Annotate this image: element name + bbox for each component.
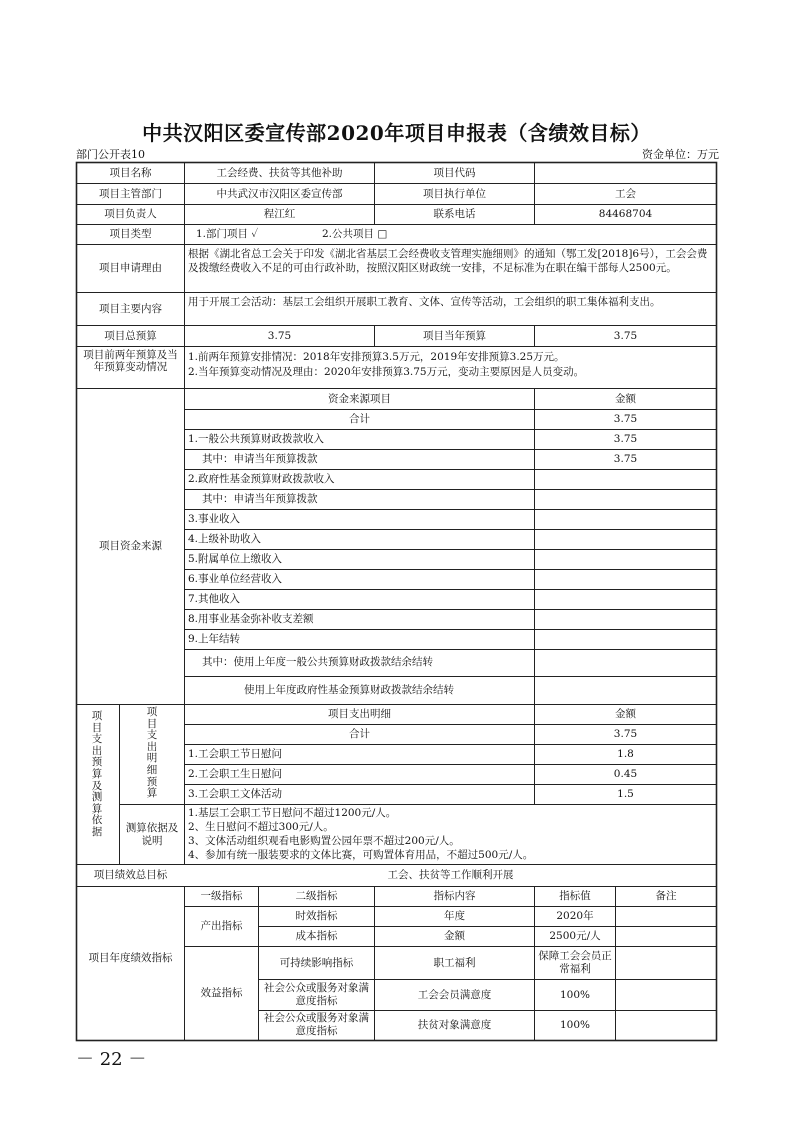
indicator-content: 职工福利 xyxy=(433,957,476,969)
expense-row-amount: 1.5 xyxy=(617,788,634,800)
indicator-level2: 时效指标 xyxy=(295,910,338,922)
funding-row-item: 4.上级补助收入 xyxy=(188,533,262,545)
expense-row-amount: 0.45 xyxy=(613,768,638,780)
header-level1: 一级指标 xyxy=(200,890,243,902)
current-budget-label: 项目当年预算 xyxy=(423,330,486,342)
indicator-content: 年度 xyxy=(444,910,465,922)
history-line-2: 2.当年预算变动情况及理由：2020年安排预算3.75万元，变动主要原因是人员变动。 xyxy=(188,366,585,378)
funding-row-amount: 3.75 xyxy=(613,413,638,425)
funding-row-item: 其中：使用上年度一般公共预算财政拨款结余结转 xyxy=(202,656,433,668)
indicator-value: 2500元/人 xyxy=(549,930,601,942)
type-option-public: 2.公共项目 □ xyxy=(322,228,388,240)
total-budget-label: 项目总预算 xyxy=(104,330,157,342)
basis-label: 测算依据及说明 xyxy=(125,822,179,847)
total-budget-value: 3.75 xyxy=(267,330,292,342)
project-name-value: 工会经费、扶贫等其他补助 xyxy=(216,167,343,179)
funding-row-item: 使用上年度政府性基金预算财政拨款结余结转 xyxy=(244,684,454,696)
form-number: 部门公开表10 xyxy=(76,148,145,161)
expense-row-amount: 3.75 xyxy=(613,728,638,740)
funding-col-item: 资金来源项目 xyxy=(328,393,391,405)
reason-label: 项目申请理由 xyxy=(99,262,162,274)
funding-row-amount: 3.75 xyxy=(613,453,638,465)
page-number: － 22 － xyxy=(76,1049,147,1070)
indicator-content: 金额 xyxy=(444,930,465,942)
expense-row-amount: 1.8 xyxy=(617,748,634,760)
funding-row-item: 6.事业单位经营收入 xyxy=(188,573,283,585)
goal-value: 工会、扶贫等工作顺利开展 xyxy=(387,869,514,881)
indicator-content: 工会会员满意度 xyxy=(417,989,492,1001)
expense-row-item: 3.工会职工文体活动 xyxy=(188,788,283,800)
exec-unit-value: 工会 xyxy=(615,188,636,200)
phone-value: 84468704 xyxy=(598,208,653,220)
funding-row-item: 5.附属单位上缴收入 xyxy=(188,553,283,565)
indicator-level2: 成本指标 xyxy=(295,930,338,942)
expense-row-item: 1.工会职工节日慰问 xyxy=(188,748,283,760)
type-option-dept: 1.部门项目 ✓ xyxy=(196,228,259,240)
leader-value: 程江红 xyxy=(263,208,296,220)
indicator-value: 100% xyxy=(559,1019,591,1031)
funding-row-item: 9.上年结转 xyxy=(188,633,241,645)
basis-line-4: 4、参加有统一服装要求的文体比赛，可购置体育用品，不超过500元/人。 xyxy=(188,849,534,861)
header-content: 指标内容 xyxy=(433,890,476,902)
indicator-value: 保障工会会员正常福利 xyxy=(538,950,612,975)
funding-row-item: 其中：申请当年预算拨款 xyxy=(202,493,318,505)
dept-label: 项目主管部门 xyxy=(99,188,162,200)
exec-unit-label: 项目执行单位 xyxy=(423,188,486,200)
funding-row-amount: 3.75 xyxy=(613,433,638,445)
current-budget-value: 3.75 xyxy=(613,330,638,342)
funding-label: 项目资金来源 xyxy=(99,540,162,552)
project-name-label: 项目名称 xyxy=(109,167,152,179)
basis-line-3: 3、文体活动组织观看电影购置公园年票不超过200元/人。 xyxy=(188,835,460,847)
indicator-content: 扶贫对象满意度 xyxy=(417,1019,492,1031)
benefit-indicator-label: 效益指标 xyxy=(200,987,243,999)
basis-line-1: 1.基层工会职工节日慰问不超过1200元/人。 xyxy=(188,807,397,819)
funding-row-item: 1.一般公共预算财政拨款收入 xyxy=(188,433,325,445)
project-code-label: 项目代码 xyxy=(433,167,476,179)
indicator-level2: 社会公众或服务对象满意度指标 xyxy=(264,1012,369,1037)
goal-label: 项目绩效总目标 xyxy=(93,869,168,881)
unit-label: 资金单位：万元 xyxy=(642,148,719,161)
reason-value: 根据《湖北省总工会关于印发《湖北省基层工会经费收支管理实施细则》的通知（鄂工发[2018]6号），工会会费及拨缴经费收入不足的可由行政补助，按照汉阳区财政统一安排，不足标准为在职在编干部每人2500元。 xyxy=(188,248,708,274)
funding-row-item: 2.政府性基金预算财政拨款收入 xyxy=(188,473,335,485)
indicator-value: 2020年 xyxy=(556,910,594,922)
content-label: 项目主要内容 xyxy=(99,303,162,315)
indicator-level2: 社会公众或服务对象满意度指标 xyxy=(264,982,369,1007)
funding-row-item: 其中：申请当年预算拨款 xyxy=(202,453,318,465)
header-value: 指标值 xyxy=(559,890,591,902)
funding-row-item: 合计 xyxy=(349,413,370,425)
content-value: 用于开展工会活动：基层工会组织开展职工教育、文体、宣传等活动，工会组织的职工集体福利支出。 xyxy=(188,296,661,308)
header-level2: 二级指标 xyxy=(295,890,338,902)
dept-value: 中共武汉市汉阳区委宣传部 xyxy=(216,188,343,200)
indicator-value: 100% xyxy=(559,989,591,1001)
expense-col-amount: 金额 xyxy=(615,708,636,720)
funding-row-item: 8.用事业基金弥补收支差额 xyxy=(188,613,314,625)
output-indicator-label: 产出指标 xyxy=(200,920,243,932)
expense-label: 项目支出预算及测算依据 xyxy=(91,710,103,838)
history-label: 项目前两年预算及当年预算变动情况 xyxy=(83,349,178,373)
type-label: 项目类型 xyxy=(109,228,152,240)
performance-label: 项目年度绩效指标 xyxy=(88,952,173,964)
page-title: 中共汉阳区委宣传部2020年项目申报表（含绩效目标） xyxy=(142,121,651,145)
leader-label: 项目负责人 xyxy=(104,208,157,220)
funding-row-item: 7.其他收入 xyxy=(188,593,241,605)
expense-row-item: 2.工会职工生日慰问 xyxy=(188,768,283,780)
funding-row-item: 3.事业收入 xyxy=(188,513,241,525)
expense-col-item: 项目支出明细 xyxy=(328,708,391,720)
basis-line-2: 2、生日慰问不超过300元/人。 xyxy=(188,821,334,833)
history-line-1: 1.前两年预算安排情况：2018年安排预算3.5万元，2019年安排预算3.25万元。 xyxy=(188,351,565,363)
phone-label: 联系电话 xyxy=(433,208,476,220)
indicator-level2: 可持续影响指标 xyxy=(279,957,354,969)
header-remark: 备注 xyxy=(655,890,677,902)
funding-col-amount: 金额 xyxy=(615,393,636,405)
expense-row-item: 合计 xyxy=(349,728,370,740)
expense-sub-label: 项目支出明细预算 xyxy=(146,706,158,800)
